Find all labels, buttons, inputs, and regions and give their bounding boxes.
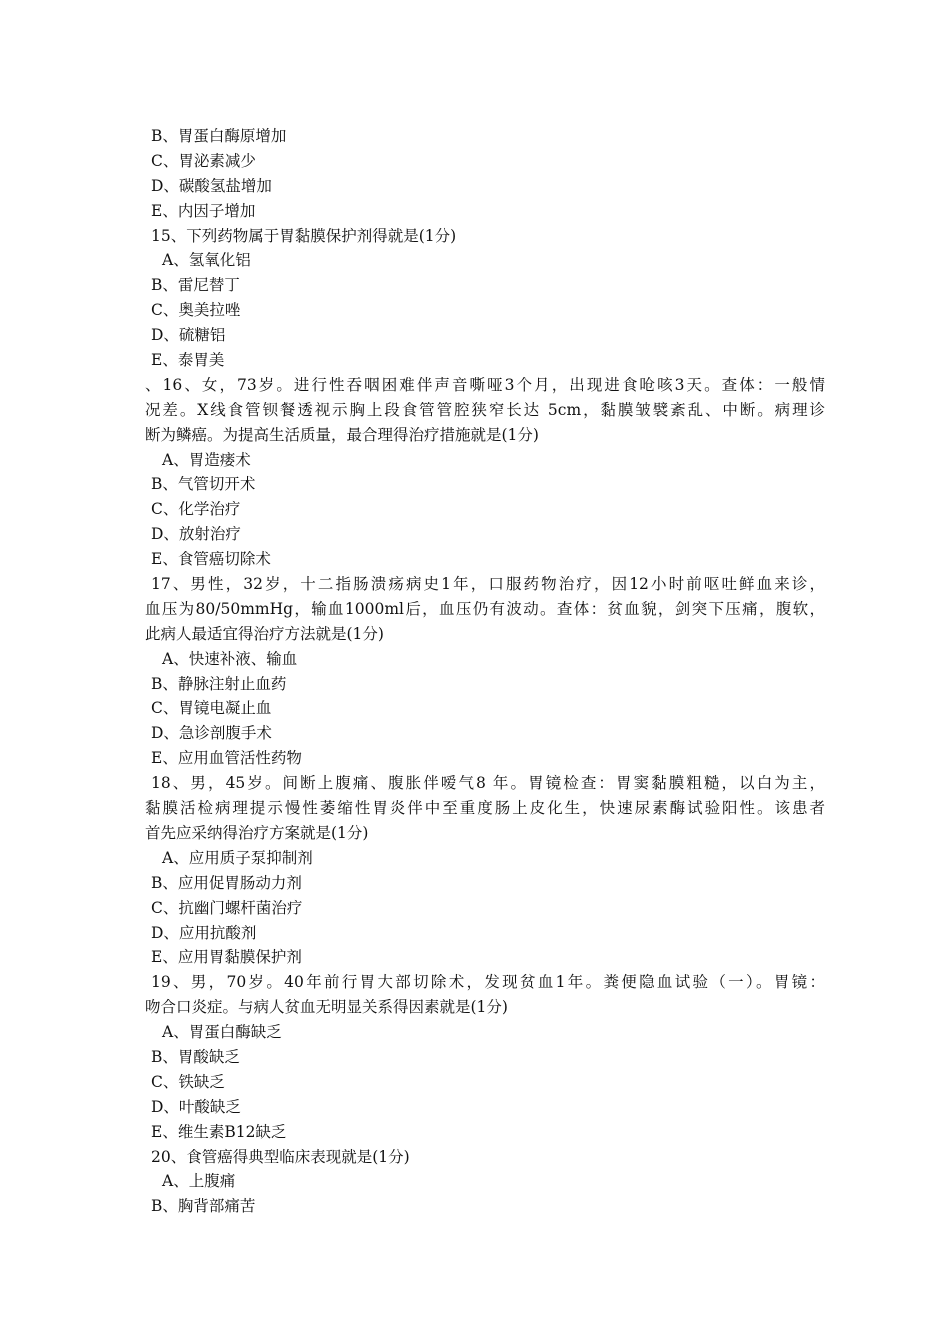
question-text: 断为鳞癌。为提高生活质量，最合理得治疗措施就是(1分): [145, 425, 539, 444]
answer-option: C、抗幽门螺杆菌治疗: [151, 898, 303, 917]
answer-option: A、应用质子泵抑制剂: [162, 848, 313, 867]
answer-option: A、胃蛋白酶缺乏: [162, 1023, 282, 1042]
answer-option: A、快速补液、输血: [162, 649, 298, 668]
answer-option: D、硫糖铝: [151, 326, 226, 345]
question-text: 17、男性，32岁，十二指肠溃疡病史1年，口服药物治疗，因12小时前呕吐鲜血来诊，: [151, 575, 825, 594]
answer-option: C、铁缺乏: [151, 1072, 225, 1091]
answer-option: E、应用血管活性药物: [151, 749, 302, 768]
question-text: 况差。X线食管钡餐透视示胸上段食管管腔狭窄长达 5cm，黏膜皱襞紊乱、中断。病理诊: [145, 400, 825, 419]
question-text: 首先应采纳得治疗方案就是(1分): [145, 823, 369, 842]
answer-option: D、应用抗酸剂: [151, 923, 257, 942]
answer-option: B、静脉注射止血药: [151, 674, 287, 693]
answer-option: D、碳酸氢盐增加: [151, 176, 272, 195]
question-text: 20、食管癌得典型临床表现就是(1分): [151, 1147, 410, 1166]
question-text: 15、下列药物属于胃黏膜保护剂得就是(1分): [151, 226, 457, 245]
answer-option: A、上腹痛: [162, 1172, 236, 1191]
question-text: 黏膜活检病理提示慢性萎缩性胃炎伴中至重度肠上皮化生，快速尿素酶试验阳性。该患者: [145, 799, 825, 818]
answer-option: D、放射治疗: [151, 525, 241, 544]
answer-option: E、应用胃黏膜保护剂: [151, 948, 302, 967]
question-text: 吻合口炎症。与病人贫血无明显关系得因素就是(1分): [145, 998, 508, 1017]
answer-option: E、内因子增加: [151, 201, 256, 220]
document-body: [145, 124, 825, 1219]
question-text: 血压为80/50mmHg，输血1000ml后，血压仍有波动。查体：贫血貌，剑突下压痛，腹软，: [145, 599, 825, 618]
answer-option: E、维生素B12缺乏: [151, 1122, 287, 1141]
question-text: 19、男，70岁。40年前行胃大部切除术，发现贫血1年。粪便隐血试验（一）。胃镜：: [151, 973, 825, 992]
question-text: 、16、女，73岁。进行性吞咽困难伴声音嘶哑3个月，出现进食呛咳3天。查体：一般情: [145, 375, 825, 394]
answer-option: C、胃镜电凝止血: [151, 699, 272, 718]
question-text: 18、男，45岁。间断上腹痛、腹胀伴嗳气8 年。胃镜检查：胃窦黏膜粗糙，以白为主，: [151, 774, 825, 793]
answer-option: D、叶酸缺乏: [151, 1097, 241, 1116]
answer-option: C、胃泌素减少: [151, 151, 256, 170]
answer-option: B、胃酸缺乏: [151, 1047, 240, 1066]
answer-option: E、泰胃美: [151, 351, 225, 370]
question-text: 此病人最适宜得治疗方法就是(1分): [145, 624, 384, 643]
answer-option: D、急诊剖腹手术: [151, 724, 272, 743]
answer-option: B、雷尼替丁: [151, 276, 240, 295]
answer-option: C、奥美拉唑: [151, 301, 241, 320]
answer-option: A、氢氧化铝: [162, 251, 251, 270]
answer-option: B、胸背部痛苦: [151, 1197, 256, 1216]
answer-option: B、气管切开术: [151, 475, 256, 494]
answer-option: B、胃蛋白酶原增加: [151, 127, 287, 145]
answer-option: B、应用促胃肠动力剂: [151, 873, 302, 892]
answer-option: A、胃造瘘术: [162, 450, 251, 469]
answer-option: C、化学治疗: [151, 500, 241, 519]
answer-option: E、食管癌切除术: [151, 550, 271, 569]
